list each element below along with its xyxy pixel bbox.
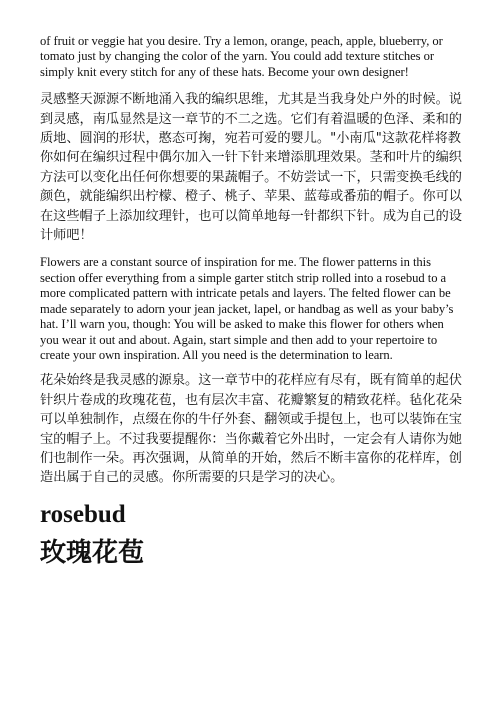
section-title-zh: 玫瑰花苞 bbox=[40, 537, 145, 568]
paragraph-zh-pumpkin-inspiration: 灵感整天源源不断地涌入我的编织思维，尤其是当我身处户外的时候。说到灵感，南瓜显然是这一章节的不二之选。它们有着温暖的色泽、柔和的质地、圆润的形状，憨态可掬，宛若可爱的婴儿。"小南瓜"这款花样将教你如何在编织过程中偶尔加入一针下针来增添肌理效果。茎和叶片的编织方法可以变化出任何你想要的果蔬帽子。不妨尝试一下，只需变换毛线的颜色，就能编织出柠檬、橙子、桃子、苹果、蓝莓或番茄的帽子。你可以在这些帽子上添加纹理针，也可以简单地每一针都织下针。成为自己的设计师吧！ bbox=[40, 92, 462, 244]
section-title-en: rosebud bbox=[40, 500, 126, 528]
page-content bbox=[40, 34, 462, 570]
paragraph-zh-flowers: 花朵始终是我灵感的源泉。这一章节中的花样应有尽有，既有简单的起伏针织片卷成的玫瑰花苞，也有层次丰富、花瓣繁复的精致花样。毡化花朵可以单独制作，点缀在你的牛仔外套、翻领或手提包上，也可以装饰在宝宝的帽子上。不过我要提醒你：当你戴着它外出时，一定会有人请你为她们也制作一朵。再次强调，从简单的开始，然后不断丰富你的花样库，创造出属于自己的灵感。你所需要的只是学习的决心。 bbox=[40, 373, 462, 486]
paragraph-en-fruit-hats: of fruit or veggie hat you desire. Try a lemon, orange, peach, apple, blueberry, or tomato just by changing the color of the yarn. You could add texture stitches or simply knit every stitch for any of these hats. Become your own designer! bbox=[40, 34, 443, 79]
paragraph-en-flowers: Flowers are a constant source of inspiration for me. The flower patterns in this section offer everything from a simple garter stitch strip rolled into a rosebud to a more complicated pattern with intricate petals and layers. The felted flower can be made separately to adorn your jean jacket, lapel, or handbag as well as your baby’s hat. I’ll warn you, though: You will be asked to make this flower for others when you wear it out and about. Again, start simple and then add to your repertoire to create your own inspiration. All you need is the determination to learn. bbox=[40, 255, 454, 362]
